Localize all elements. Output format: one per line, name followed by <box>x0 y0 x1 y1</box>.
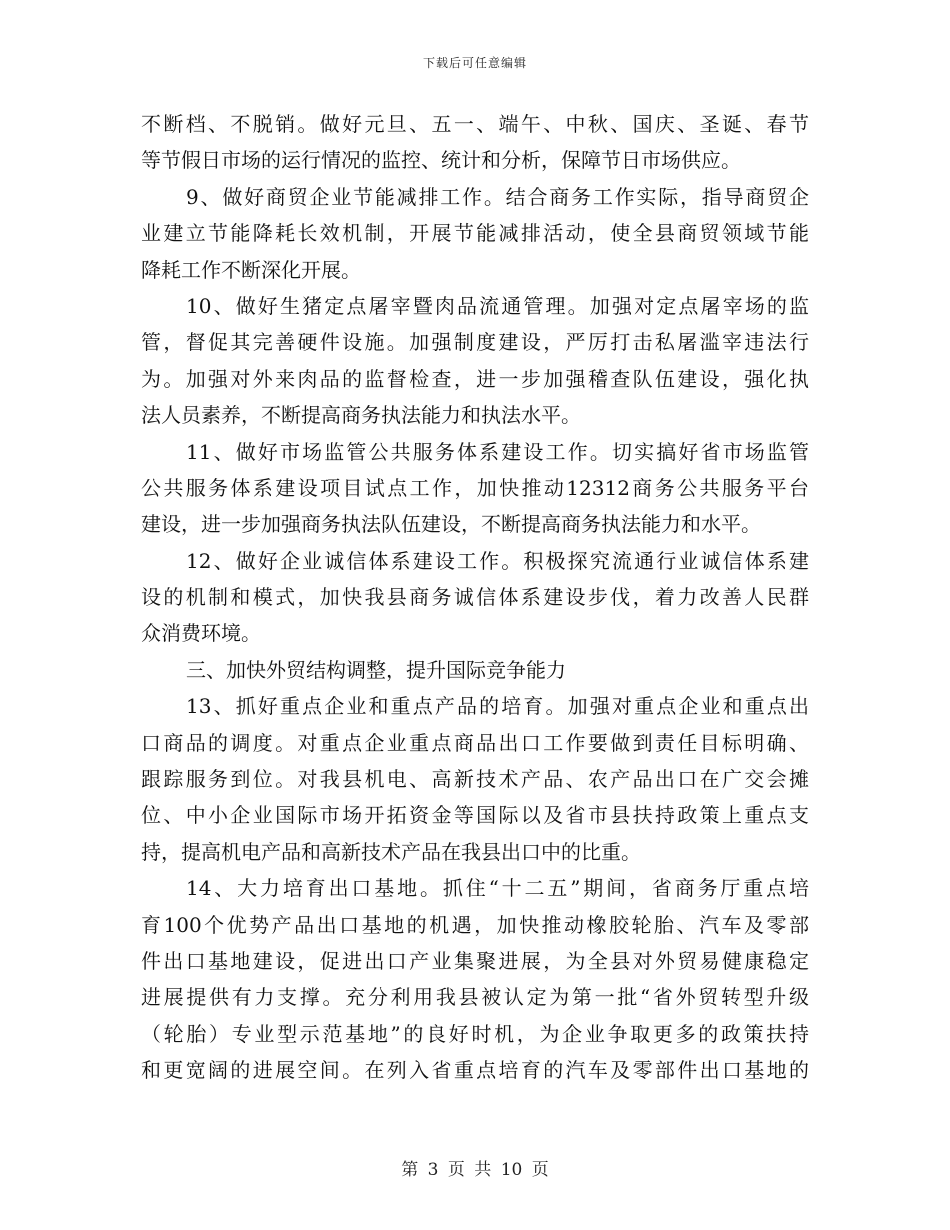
text-line: 持，提高机电产品和高新技术产品在我县出口中的比重。 <box>141 839 641 864</box>
text-line: 11、做好市场监管公共服务体系建设工作。切实搞好省市场监管 <box>186 439 809 464</box>
text-line: 14、大力培育出口基地。抓住“十二五”期间，省商务厅重点培 <box>186 876 809 901</box>
text-line: 口商品的调度。对重点企业重点商品出口工作要做到责任目标明确、 <box>141 730 809 755</box>
text-line: 等节假日市场的运行情况的监控、统计和分析，保障节日市场供应。 <box>141 148 741 173</box>
text-line: 为。加强对外来肉品的监督检查，进一步加强稽查队伍建设，强化执 <box>141 366 809 391</box>
text-line: 法人员素养，不断提高商务执法能力和执法水平。 <box>141 403 581 428</box>
text-line: 件出口基地建设，促进出口产业集聚进展，为全县对外贸易健康稳定 <box>141 948 809 973</box>
page-footer: 第 3 页 共 10 页 <box>401 1160 549 1180</box>
page-header: 下载后可任意编辑 <box>422 56 527 70</box>
text-line: 降耗工作不断深化开展。 <box>141 257 361 282</box>
text-line: 13、抓好重点企业和重点产品的培育。加强对重点企业和重点出 <box>186 694 809 719</box>
text-line: 公共服务体系建设项目试点工作，加快推动12312商务公共服务平台 <box>141 475 809 500</box>
body-text <box>141 106 809 1089</box>
text-line: 建设，进一步加强商务执法队伍建设，不断提高商务执法能力和水平。 <box>141 512 761 537</box>
text-line: 10、做好生猪定点屠宰暨肉品流通管理。加强对定点屠宰场的监 <box>186 293 809 318</box>
text-line: 不断档、不脱销。做好元旦、五一、端午、中秋、国庆、圣诞、春节 <box>141 112 809 136</box>
text-line: 设的机制和模式，加快我县商务诚信体系建设步伐，着力改善人民群 <box>141 585 809 610</box>
text-line: 育100个优势产品出口基地的机遇，加快推动橡胶轮胎、汽车及零部 <box>141 912 809 937</box>
text-line: 三、加快外贸结构调整，提升国际竞争能力 <box>186 657 566 682</box>
text-line: 跟踪服务到位。对我县机电、高新技术产品、农产品出口在广交会摊 <box>141 767 809 792</box>
text-line: 和更宽阔的进展空间。在列入省重点培育的汽车及零部件出口基地的 <box>141 1058 809 1083</box>
text-line: （轮胎）专业型示范基地”的良好时机，为企业争取更多的政策扶持 <box>141 1021 809 1046</box>
text-line: 9、做好商贸企业节能减排工作。结合商务工作实际，指导商贸企 <box>186 184 809 209</box>
text-line: 位、中小企业国际市场开拓资金等国际以及省市县扶持政策上重点支 <box>141 803 809 828</box>
text-line: 进展提供有力支撑。充分利用我县被认定为第一批“省外贸转型升级 <box>141 985 809 1010</box>
text-line: 管，督促其完善硬件设施。加强制度建设，严厉打击私屠滥宰违法行 <box>141 330 809 355</box>
text-line: 业建立节能降耗长效机制，开展节能减排活动，使全县商贸领域节能 <box>141 221 809 246</box>
text-line: 12、做好企业诚信体系建设工作。积极探究流通行业诚信体系建 <box>186 548 809 573</box>
text-line: 众消费环境。 <box>141 621 261 646</box>
